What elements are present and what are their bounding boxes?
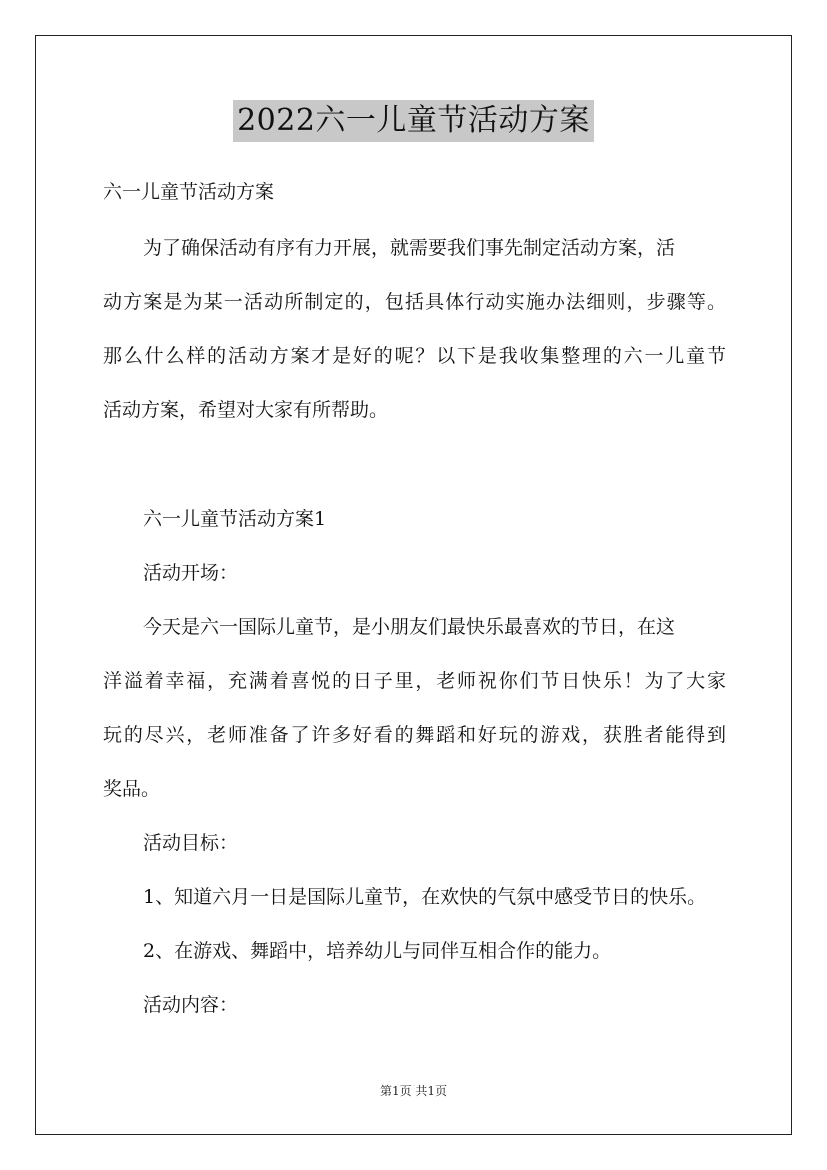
- goal-item: 1、知道六月一日是国际儿童节，在欢快的气氛中感受节日的快乐。: [143, 886, 707, 908]
- intro-line: 那么什么样的活动方案才是好的呢？以下是我收集整理的六一儿童节: [103, 345, 726, 367]
- goals-heading: 活动目标：: [143, 832, 239, 854]
- opening-line: 洋溢着幸福，充满着喜悦的日子里，老师祝你们节日快乐！为了大家: [103, 670, 726, 692]
- title-container: [0, 100, 827, 142]
- page-number-footer: 第1页 共1页: [379, 1084, 448, 1098]
- document-subtitle: 六一儿童节活动方案: [103, 181, 275, 203]
- opening-heading: 活动开场：: [143, 562, 239, 584]
- intro-line: 动方案是为某一活动所制定的，包括具体行动实施办法细则，步骤等。: [103, 291, 726, 313]
- opening-line: 今天是六一国际儿童节，是小朋友们最快乐最喜欢的节日，在这: [143, 616, 676, 638]
- intro-line: 为了确保活动有序有力开展，就需要我们事先制定活动方案，活: [143, 237, 676, 259]
- goal-item: 2、在游戏、舞蹈中，培养幼儿与同伴互相合作的能力。: [143, 940, 612, 962]
- section-title: 六一儿童节活动方案1: [143, 508, 327, 530]
- content-heading: 活动内容：: [143, 994, 239, 1016]
- intro-line: 活动方案，希望对大家有所帮助。: [103, 399, 389, 421]
- opening-line: 玩的尽兴，老师准备了许多好看的舞蹈和好玩的游戏，获胜者能得到: [103, 724, 726, 746]
- opening-line: 奖品。: [103, 778, 161, 800]
- document-title: 2022六一儿童节活动方案: [233, 100, 594, 142]
